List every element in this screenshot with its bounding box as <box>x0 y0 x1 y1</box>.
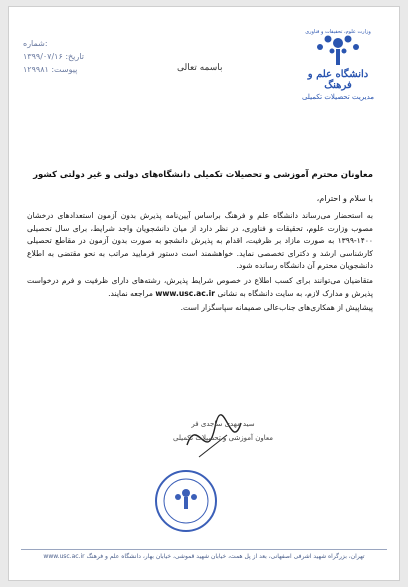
letter-page <box>8 6 400 581</box>
signer-title: معاون آموزشی و تحصیلات تکمیلی <box>173 434 273 442</box>
date-value: ۱۳۹۹/۰۷/۱۶ <box>23 52 63 61</box>
number-label: شماره: <box>23 39 48 48</box>
logo-text <box>295 69 381 101</box>
body-paragraph-2 <box>27 275 373 300</box>
addressee: معاونان محترم آموزشی و تحصیلات تکمیلی دانشگاه‌های دولتی و غیر دولتی کشور <box>33 170 373 180</box>
university-stamp-icon <box>151 467 221 535</box>
website-link[interactable]: www.usc.ac.ir <box>155 288 216 298</box>
bismillah-heading: باسمه تعالی <box>177 63 223 73</box>
body-paragraph-3: نمایند. <box>108 288 128 298</box>
unit-name: مدیریت تحصیلات تکمیلی <box>301 93 375 101</box>
ministry-text: وزارت علوم، تحقیقات و فناوری <box>305 29 371 35</box>
signature-block <box>163 417 283 445</box>
university-name: دانشگاه علم و فرهنگ <box>307 69 369 91</box>
body-paragraph-4: پیشاپیش از همکاری‌های جناب‌عالی صمیمانه سپاسگزار است. <box>180 303 373 313</box>
greeting: با سلام و احترام، <box>316 194 373 203</box>
footer-divider <box>21 549 387 550</box>
attachment-label: پیوست: <box>51 65 78 74</box>
body-paragraph-1: به استحضار می‌رساند دانشگاه علم و فرهنگ براساس آیین‌نامه پذیرش بدون آزمون استعدادهای درخشان مصوب وزارت علوم، تحقیقات و فناوری، در نظر دارد از میان دانشجویان واجد شرایط، برای سال تحصیلی ۱۴۰۰-۱۳۹۹ به صورت مازاد بر ظرفیت، اقدام به پذیرش دانشجو به صورت بدون آزمون در مقاطع تحصیلی کارشناسی ارشد و دکترای تخصصی نماید. خواهشمند است دستور فرمایید مراتب به نحو مقتضی به اطلاع دانشجویان محترم آن دانشگاه رسانده شود. <box>27 211 373 271</box>
letter-body <box>27 210 373 317</box>
signer-name: سید مهدی ساجدی فر <box>191 420 255 428</box>
attachment-value: ۱۲۹۹۸۱ <box>23 65 49 74</box>
letter-meta <box>23 37 103 76</box>
website-suffix: مراجعه <box>130 288 153 298</box>
date-label: تاریخ: <box>65 52 84 61</box>
body-paragraph-2-text: متقاضیان می‌توانند برای کسب اطلاع در خصوص شرایط پذیرش، رشته‌های دارای ظرفیت و فرم درخواست پذیرش و مدارک لازم، به سایت دانشگاه به نشانی <box>27 275 373 298</box>
footer-address: تهران، بزرگراه شهید اشرفی اصفهانی، بعد از پل همت، خیابان شهید قموشی، خیابان بهار، دانشگاه علم و فرهنگ www.usc.ac.ir <box>43 553 365 560</box>
